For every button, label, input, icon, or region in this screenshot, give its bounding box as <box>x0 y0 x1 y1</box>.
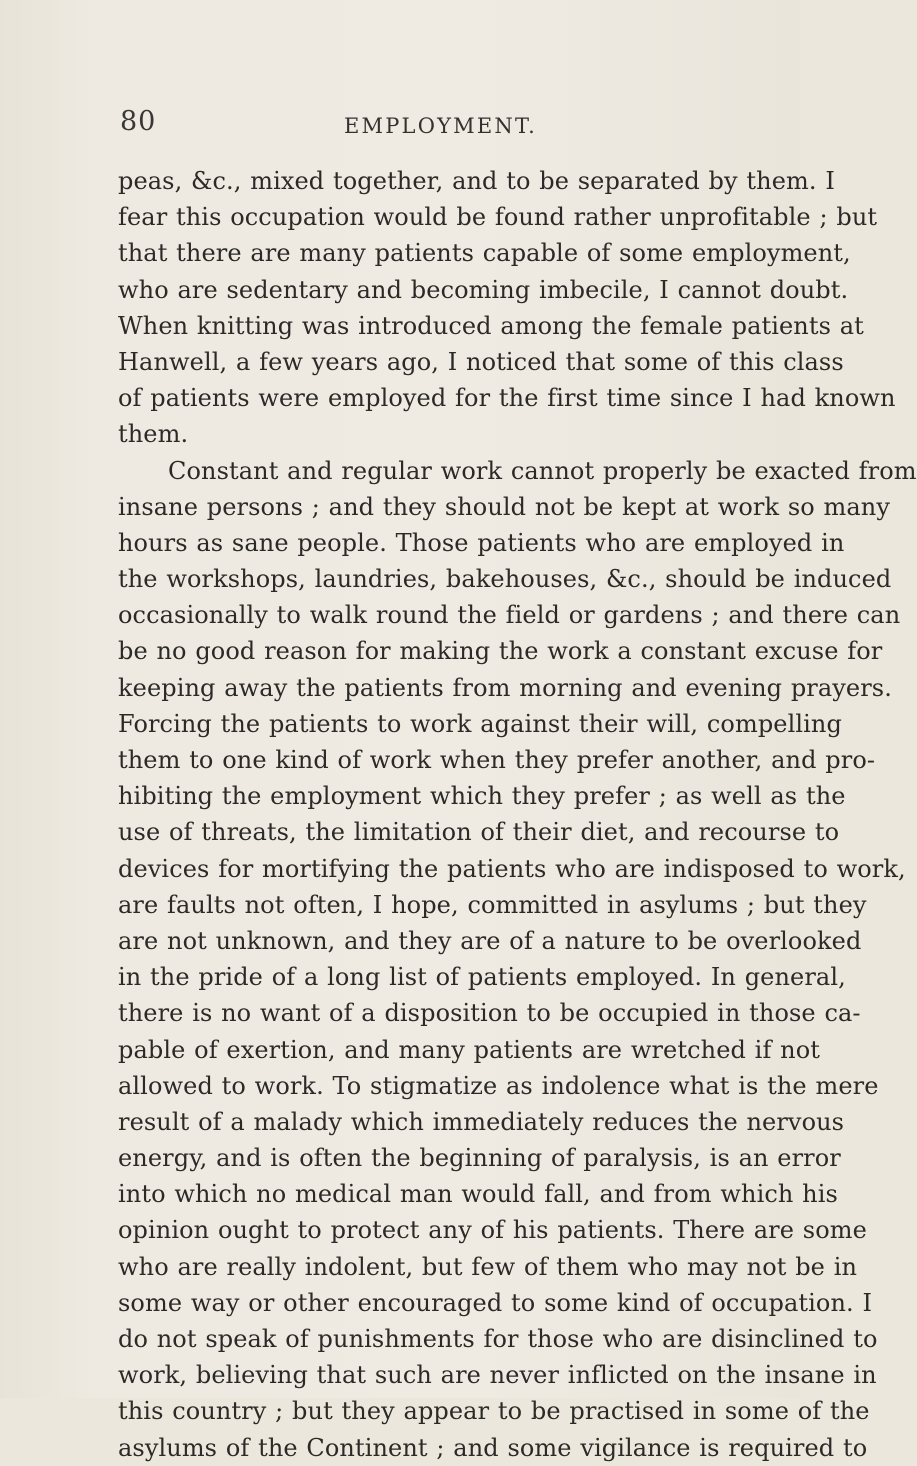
text-line: who are really indolent, but few of them who may not be in <box>118 1252 858 1281</box>
text-line: them to one kind of work when they prefer another, and pro- <box>118 746 876 774</box>
text-line: hibiting the employment which they prefer ; as well as the <box>118 782 846 811</box>
text-line: occasionally to walk round the field or gardens ; and there can <box>118 601 901 630</box>
text-line: work, believing that such are never inflicted on the insane in <box>118 1361 877 1390</box>
text-line: allowed to work. To stigmatize as indolence what is the mere <box>118 1071 879 1100</box>
text-line: use of threats, the limitation of their diet, and recourse to <box>118 818 840 847</box>
text-line: Hanwell, a few years ago, I noticed that some of this class <box>118 347 844 376</box>
text-line: fear this occupation would be found rather unprofitable ; but <box>118 203 878 232</box>
text-line: of patients were employed for the first time since I had known <box>118 384 896 413</box>
text-line: hours as sane people. Those patients who are employed in <box>118 528 845 557</box>
text-line: in the pride of a long list of patients employed. In general, <box>118 963 846 992</box>
page-number: 80 <box>120 106 157 137</box>
text-line: devices for mortifying the patients who are indisposed to work, <box>118 854 906 883</box>
page-header <box>120 106 740 146</box>
body-text <box>118 163 917 1466</box>
text-line: this country ; but they appear to be practised in some of the <box>118 1397 870 1426</box>
text-line: asylums of the Continent ; and some vigilance is required to <box>118 1433 868 1462</box>
text-line: be no good reason for making the work a constant excuse for <box>118 637 883 666</box>
text-line: into which no medical man would fall, and from which his <box>118 1180 838 1209</box>
text-line: pable of exertion, and many patients are wretched if not <box>118 1035 821 1064</box>
text-line: When knitting was introduced among the female patients at <box>118 311 864 340</box>
text-line: energy, and is often the beginning of paralysis, is an error <box>118 1144 841 1173</box>
text-line: are not unknown, and they are of a nature to be overlooked <box>118 926 862 955</box>
text-line: do not speak of punishments for those who are disinclined to <box>118 1325 878 1353</box>
paragraph <box>118 163 896 453</box>
text-line: insane persons ; and they should not be kept at work so many <box>118 492 891 521</box>
text-line: them. <box>118 420 189 449</box>
text-line: opinion ought to protect any of his patients. There are some <box>118 1216 867 1245</box>
paragraph <box>118 453 917 1466</box>
text-line: peas, &c., mixed together, and to be separated by them. I <box>118 167 835 195</box>
text-line: some way or other encouraged to some kind of occupation. I <box>118 1288 873 1317</box>
text-line: result of a malady which immediately reduces the nervous <box>118 1107 845 1136</box>
text-line: Forcing the patients to work against their will, compelling <box>118 709 842 738</box>
text-line: the workshops, laundries, bakehouses, &c., should be induced <box>118 565 892 594</box>
text-line: are faults not often, I hope, committed in asylums ; but they <box>118 890 867 919</box>
running-head: EMPLOYMENT. <box>344 114 537 138</box>
text-line: who are sedentary and becoming imbecile, I cannot doubt. <box>118 275 849 304</box>
text-line: keeping away the patients from morning and evening prayers. <box>118 673 892 702</box>
text-line: Constant and regular work cannot properly be exacted from <box>168 456 917 485</box>
text-line: there is no want of a disposition to be occupied in those ca- <box>118 999 861 1028</box>
text-line: that there are many patients capable of some employment, <box>118 239 851 268</box>
